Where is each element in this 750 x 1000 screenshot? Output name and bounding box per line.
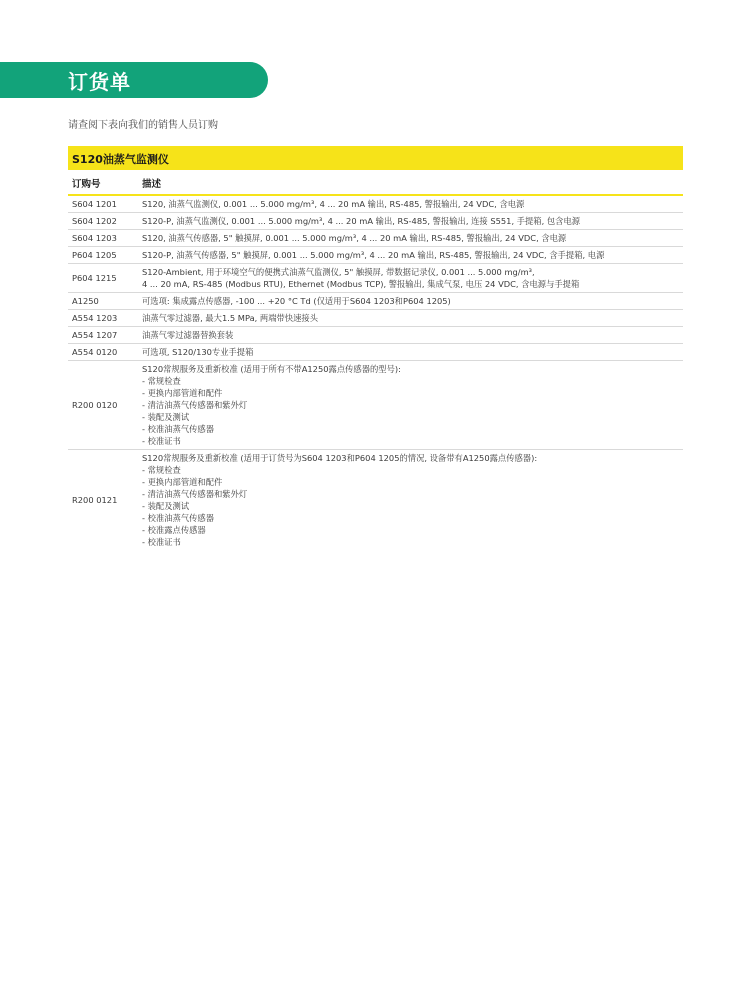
description-line: - 常规检查 bbox=[142, 465, 181, 475]
description-cell bbox=[136, 361, 683, 450]
order-number-cell: S604 1201 bbox=[68, 195, 136, 213]
description-line: 可选项: 集成露点传感器, -100 ... +20 °C Td (仅适用于S604 1203和P604 1205) bbox=[142, 296, 451, 306]
description-cell bbox=[136, 213, 683, 230]
table-row bbox=[68, 293, 683, 310]
description-line: 4 ... 20 mA, RS-485 (Modbus RTU), Ethernet (Modbus TCP), 警报输出, 集成气泵, 电压 24 VDC, 含电源与手提箱 bbox=[142, 279, 580, 289]
intro-text: 请查阅下表向我们的销售人员订购 bbox=[68, 120, 218, 131]
description-line: - 装配及测试 bbox=[142, 501, 190, 511]
description-line: S120, 油蒸气监测仪, 0.001 ... 5.000 mg/m³, 4 ... 20 mA 输出, RS-485, 警报输出, 24 VDC, 含电源 bbox=[142, 199, 525, 209]
order-table bbox=[68, 174, 683, 550]
table-row bbox=[68, 344, 683, 361]
description-line: S120-P, 油蒸气监测仪, 0.001 ... 5.000 mg/m³, 4 ... 20 mA 输出, RS-485, 警报输出, 连接 S551, 手提箱, 包含电源 bbox=[142, 216, 581, 226]
description-cell bbox=[136, 310, 683, 327]
description-line: - 校准露点传感器 bbox=[142, 525, 206, 535]
description-line: 可选项, S120/130专业手提箱 bbox=[142, 347, 254, 357]
order-number-cell: A1250 bbox=[68, 293, 136, 310]
order-number-cell: P604 1215 bbox=[68, 264, 136, 293]
order-rows bbox=[68, 195, 683, 550]
description-line: 油蒸气零过滤器, 最大1.5 MPa, 两端带快速接头 bbox=[142, 313, 319, 323]
description-line: - 常规检查 bbox=[142, 376, 181, 386]
table-row bbox=[68, 230, 683, 247]
order-number-cell: P604 1205 bbox=[68, 247, 136, 264]
description-cell bbox=[136, 264, 683, 293]
table-row bbox=[68, 264, 683, 293]
page-title: 订货单 bbox=[68, 70, 131, 94]
order-number-cell: R200 0121 bbox=[72, 495, 118, 505]
description-line: S120常规服务及重新校准 (适用于订货号为S604 1203和P604 1205的情况, 设备带有A1250露点传感器): bbox=[142, 453, 538, 463]
description-cell bbox=[136, 195, 683, 213]
description-line: - 校准证书 bbox=[142, 436, 181, 446]
column-header-code: 订购号 bbox=[68, 174, 136, 195]
order-number-cell: A554 1203 bbox=[68, 310, 136, 327]
table-row bbox=[68, 195, 683, 213]
description-cell bbox=[136, 230, 683, 247]
description-cell bbox=[136, 327, 683, 344]
description-line: - 校准油蒸气传感器 bbox=[142, 513, 215, 523]
description-line: S120-Ambient, 用于环境空气的便携式油蒸气监测仪, 5" 触摸屏, 带数据记录仪, 0.001 ... 5.000 mg/m³, bbox=[142, 267, 535, 277]
order-number-cell: S604 1202 bbox=[68, 213, 136, 230]
table-row bbox=[68, 327, 683, 344]
description-cell bbox=[136, 293, 683, 310]
section-header-bar bbox=[68, 146, 683, 170]
description-cell bbox=[136, 247, 683, 264]
title-banner bbox=[0, 62, 268, 98]
description-cell bbox=[136, 344, 683, 361]
description-line: S120-P, 油蒸气传感器, 5" 触摸屏, 0.001 ... 5.000 mg/m³, 4 ... 20 mA 输出, RS-485, 警报输出, 24 VDC, 含手提箱, 电源 bbox=[142, 250, 605, 260]
section-title: S120油蒸气监测仪 bbox=[72, 153, 169, 166]
table-header-row bbox=[68, 174, 683, 195]
description-line: - 装配及测试 bbox=[142, 412, 190, 422]
table-row bbox=[68, 450, 683, 551]
table-row bbox=[68, 213, 683, 230]
description-line: S120, 油蒸气传感器, 5" 触摸屏, 0.001 ... 5.000 mg/m³, 4 ... 20 mA 输出, RS-485, 警报输出, 24 VDC, 含电源 bbox=[142, 233, 567, 243]
table-row bbox=[68, 361, 683, 450]
description-line: - 清洁油蒸气传感器和紫外灯 bbox=[142, 489, 248, 499]
order-number-cell: A554 1207 bbox=[68, 327, 136, 344]
description-line: - 校准证书 bbox=[142, 537, 181, 547]
description-line: 油蒸气零过滤器替换套装 bbox=[142, 330, 234, 340]
description-cell bbox=[136, 450, 683, 551]
order-number-cell: S604 1203 bbox=[68, 230, 136, 247]
description-line: S120常规服务及重新校准 (适用于所有不带A1250露点传感器的型号): bbox=[142, 364, 401, 374]
description-line: - 校准油蒸气传感器 bbox=[142, 424, 215, 434]
description-line: - 清洁油蒸气传感器和紫外灯 bbox=[142, 400, 248, 410]
table-row bbox=[68, 247, 683, 264]
description-line: - 更换内部管道和配件 bbox=[142, 477, 223, 487]
column-header-description: 描述 bbox=[136, 174, 683, 195]
table-row bbox=[68, 310, 683, 327]
order-number-cell: A554 0120 bbox=[68, 344, 136, 361]
order-number-cell: R200 0120 bbox=[68, 361, 136, 450]
description-line: - 更换内部管道和配件 bbox=[142, 388, 223, 398]
